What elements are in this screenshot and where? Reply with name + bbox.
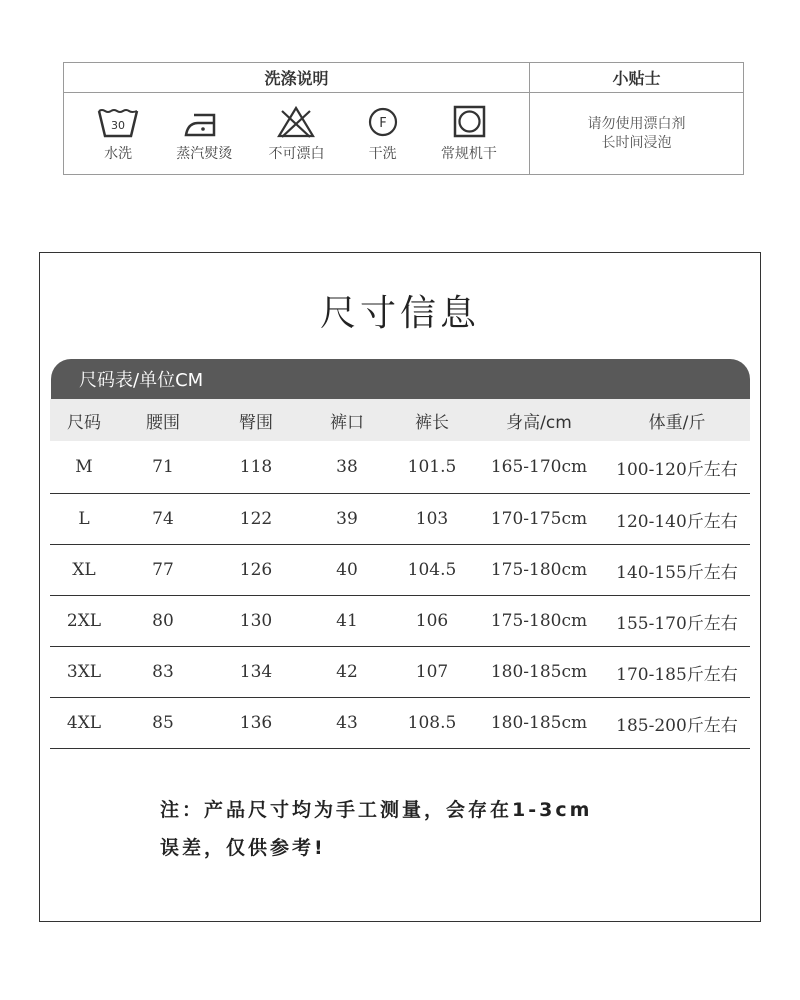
table-cell: 134 bbox=[208, 647, 304, 698]
table-cell: 83 bbox=[118, 647, 208, 698]
care-item-iron bbox=[176, 105, 232, 163]
header-size: 尺码 bbox=[50, 399, 118, 441]
table-cell: 180-185cm bbox=[474, 647, 604, 698]
table-cell: 155-170斤左右 bbox=[604, 596, 750, 647]
dry-clean-icon bbox=[361, 105, 405, 139]
table-cell: 175-180cm bbox=[474, 596, 604, 647]
table-row bbox=[50, 441, 750, 494]
washing-title: 洗涤说明 bbox=[64, 63, 529, 93]
header-leg-opening: 裤口 bbox=[304, 399, 390, 441]
table-row bbox=[50, 647, 750, 698]
size-title: 尺寸信息 bbox=[319, 293, 480, 334]
care-instructions-panel bbox=[63, 62, 744, 175]
size-info-panel bbox=[39, 252, 761, 922]
care-item-bleach bbox=[268, 105, 324, 163]
wash-temp-text: 30 bbox=[111, 118, 126, 132]
header-height: 身高/cm bbox=[474, 399, 604, 441]
care-item-tumble bbox=[441, 105, 497, 163]
care-label-iron: 蒸汽熨烫 bbox=[176, 145, 233, 162]
care-label-wash: 水洗 bbox=[104, 145, 133, 162]
table-cell: 41 bbox=[304, 596, 390, 647]
table-cell: 108.5 bbox=[390, 698, 474, 749]
table-cell: 122 bbox=[208, 494, 304, 545]
table-cell: 43 bbox=[304, 698, 390, 749]
table-cell: 38 bbox=[304, 441, 390, 494]
size-table-banner: 尺码表/单位CM bbox=[51, 359, 750, 399]
size-table-header-row bbox=[50, 399, 750, 441]
dry-clean-letter: F bbox=[378, 115, 387, 131]
table-cell: 170-175cm bbox=[474, 494, 604, 545]
table-cell: 80 bbox=[118, 596, 208, 647]
steam-iron-icon bbox=[182, 105, 226, 139]
table-cell: 74 bbox=[118, 494, 208, 545]
care-label-dryclean: 干洗 bbox=[368, 145, 397, 162]
table-cell: 140-155斤左右 bbox=[604, 545, 750, 596]
table-cell: 165-170cm bbox=[474, 441, 604, 494]
tips-section bbox=[530, 63, 743, 174]
table-cell: 2XL bbox=[50, 596, 118, 647]
wash-30-icon bbox=[96, 105, 140, 139]
table-cell: 185-200斤左右 bbox=[604, 698, 750, 749]
size-table bbox=[50, 399, 750, 749]
table-cell: 39 bbox=[304, 494, 390, 545]
table-cell: 77 bbox=[118, 545, 208, 596]
table-cell: 101.5 bbox=[390, 441, 474, 494]
care-label-tumble: 常规机干 bbox=[440, 145, 497, 162]
table-row bbox=[50, 545, 750, 596]
table-cell: 85 bbox=[118, 698, 208, 749]
table-cell: M bbox=[50, 441, 118, 494]
header-hip: 臀围 bbox=[208, 399, 304, 441]
header-waist: 腰围 bbox=[118, 399, 208, 441]
table-cell: 103 bbox=[390, 494, 474, 545]
table-row bbox=[50, 698, 750, 749]
note-line: 误差，仅供参考! bbox=[160, 837, 326, 859]
care-icon-row bbox=[64, 93, 529, 174]
tips-body bbox=[530, 93, 743, 174]
header-weight: 体重/斤 bbox=[604, 399, 750, 441]
table-cell: 42 bbox=[304, 647, 390, 698]
table-cell: 104.5 bbox=[390, 545, 474, 596]
measurement-note bbox=[160, 791, 720, 867]
table-cell: 107 bbox=[390, 647, 474, 698]
table-cell: 120-140斤左右 bbox=[604, 494, 750, 545]
tips-line: 长时间浸泡 bbox=[601, 134, 672, 151]
table-cell: 180-185cm bbox=[474, 698, 604, 749]
table-cell: 175-180cm bbox=[474, 545, 604, 596]
care-item-wash bbox=[96, 105, 140, 163]
care-label-bleach: 不可漂白 bbox=[268, 145, 325, 162]
header-length: 裤长 bbox=[390, 399, 474, 441]
table-row bbox=[50, 494, 750, 545]
table-cell: 136 bbox=[208, 698, 304, 749]
table-cell: XL bbox=[50, 545, 118, 596]
table-cell: 130 bbox=[208, 596, 304, 647]
table-cell: 118 bbox=[208, 441, 304, 494]
table-cell: 4XL bbox=[50, 698, 118, 749]
table-cell: 106 bbox=[390, 596, 474, 647]
care-item-dryclean bbox=[361, 105, 405, 163]
table-cell: L bbox=[50, 494, 118, 545]
tumble-dry-icon bbox=[447, 105, 491, 139]
table-cell: 3XL bbox=[50, 647, 118, 698]
washing-section bbox=[64, 63, 530, 174]
tips-line: 请勿使用漂白剂 bbox=[587, 115, 686, 132]
no-bleach-icon bbox=[274, 105, 318, 139]
table-row bbox=[50, 596, 750, 647]
table-cell: 40 bbox=[304, 545, 390, 596]
table-cell: 71 bbox=[118, 441, 208, 494]
table-cell: 170-185斤左右 bbox=[604, 647, 750, 698]
note-line: 注：产品尺寸均为手工测量，会存在1-3cm bbox=[160, 799, 593, 821]
table-cell: 126 bbox=[208, 545, 304, 596]
table-cell: 100-120斤左右 bbox=[604, 441, 750, 494]
tips-title: 小贴士 bbox=[530, 63, 743, 93]
